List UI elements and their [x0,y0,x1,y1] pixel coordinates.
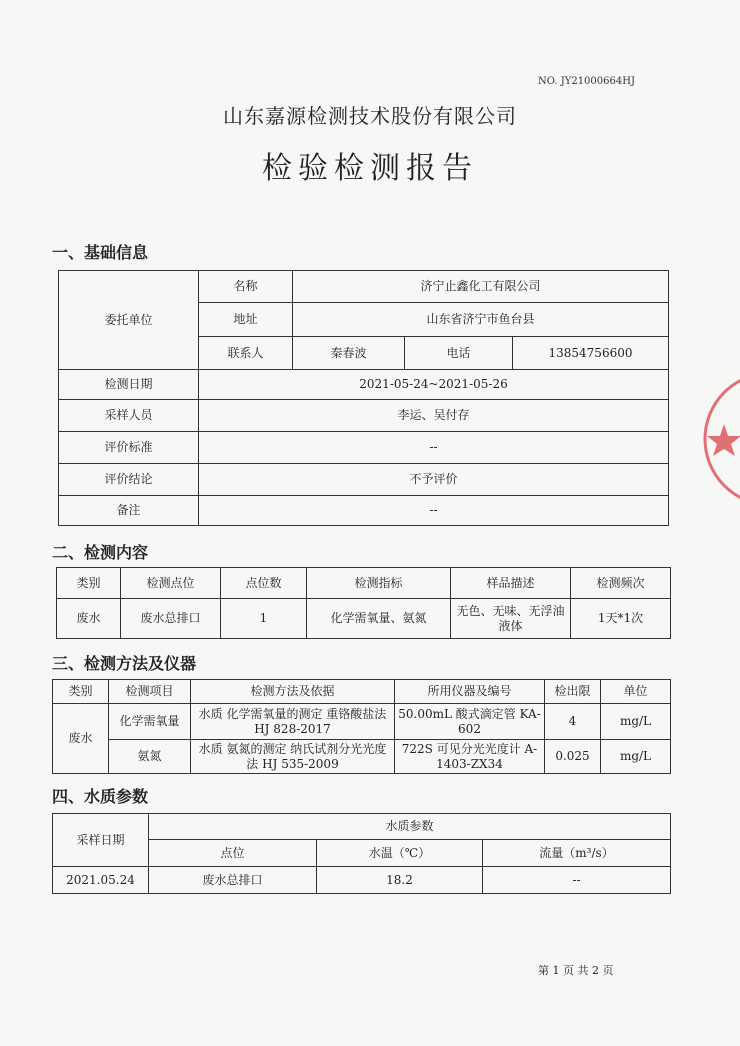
col-header: 检测指标 [307,568,451,599]
conclusion-value: 不予评价 [199,464,669,496]
col-header: 点位 [149,840,317,867]
contact-label: 联系人 [199,337,293,370]
phone-value: 13854756600 [513,337,669,370]
col-header: 检测频次 [571,568,671,599]
water-parameter-table [52,813,671,894]
address-value: 山东省济宁市鱼台县 [293,303,669,337]
point-cell: 废水总排口 [149,867,317,894]
col-header: 类别 [57,568,121,599]
col-header: 样品描述 [451,568,571,599]
water-parameter-header: 水质参数 [149,814,671,840]
company-seal-stamp [697,366,740,512]
test-content-table [56,567,671,639]
col-header: 所用仪器及编号 [395,680,545,704]
sampling-date-header: 采样日期 [53,814,149,867]
conclusion-label: 评价结论 [59,464,199,496]
phone-label: 电话 [405,337,513,370]
name-value: 济宁止鑫化工有限公司 [293,271,669,303]
address-label: 地址 [199,303,293,337]
col-header: 点位数 [221,568,307,599]
page-number: 第 1 页 共 2 页 [538,964,614,977]
remark-label: 备注 [59,496,199,526]
col-header: 单位 [601,680,671,704]
basic-info-table [58,270,669,526]
client-label: 委托单位 [59,271,199,370]
frequency-cell: 1天*1次 [571,599,671,639]
standard-value: -- [199,432,669,464]
sampler-value: 李运、吴付存 [199,400,669,432]
unit-cell: mg/L [601,740,671,774]
section1-heading: 一、基础信息 [52,243,149,262]
sampler-label: 采样人员 [59,400,199,432]
point-cell: 废水总排口 [121,599,221,639]
col-header: 类别 [53,680,109,704]
contact-value: 秦春波 [293,337,405,370]
standard-label: 评价标准 [59,432,199,464]
section3-heading: 三、检测方法及仪器 [52,654,197,673]
unit-cell: mg/L [601,704,671,740]
col-header: 检测点位 [121,568,221,599]
temperature-cell: 18.2 [317,867,483,894]
instrument-cell: 50.00mL 酸式滴定管 KA-602 [395,704,545,740]
section4-heading: 四、水质参数 [52,787,149,806]
category-cell: 废水 [53,704,109,774]
limit-cell: 4 [545,704,601,740]
report-number: NO. JY21000664HJ [538,76,635,87]
company-name: 山东嘉源检测技术股份有限公司 [223,104,517,128]
col-header: 检测项目 [109,680,191,704]
flow-cell: -- [483,867,671,894]
item-cell: 化学需氧量 [109,704,191,740]
date-cell: 2021.05.24 [53,867,149,894]
section2-heading: 二、检测内容 [52,543,149,562]
remark-value: -- [199,496,669,526]
col-header: 水温（℃） [317,840,483,867]
col-header: 检出限 [545,680,601,704]
name-label: 名称 [199,271,293,303]
report-title: 检验检测报告 [262,151,478,186]
item-cell: 氨氮 [109,740,191,774]
limit-cell: 0.025 [545,740,601,774]
col-header: 检测方法及依据 [191,680,395,704]
sample-description-cell: 无色、无味、无浮油液体 [451,599,571,639]
method-table [52,679,671,774]
method-cell: 水质 化学需氧量的测定 重铬酸盐法 HJ 828-2017 [191,704,395,740]
instrument-cell: 722S 可见分光光度计 A-1403-ZX34 [395,740,545,774]
col-header: 流量（m³/s） [483,840,671,867]
date-value: 2021-05-24~2021-05-26 [199,370,669,400]
point-count-cell: 1 [221,599,307,639]
method-cell: 水质 氨氮的测定 纳氏试剂分光光度法 HJ 535-2009 [191,740,395,774]
date-label: 检测日期 [59,370,199,400]
category-cell: 废水 [57,599,121,639]
indicator-cell: 化学需氧量、氨氮 [307,599,451,639]
